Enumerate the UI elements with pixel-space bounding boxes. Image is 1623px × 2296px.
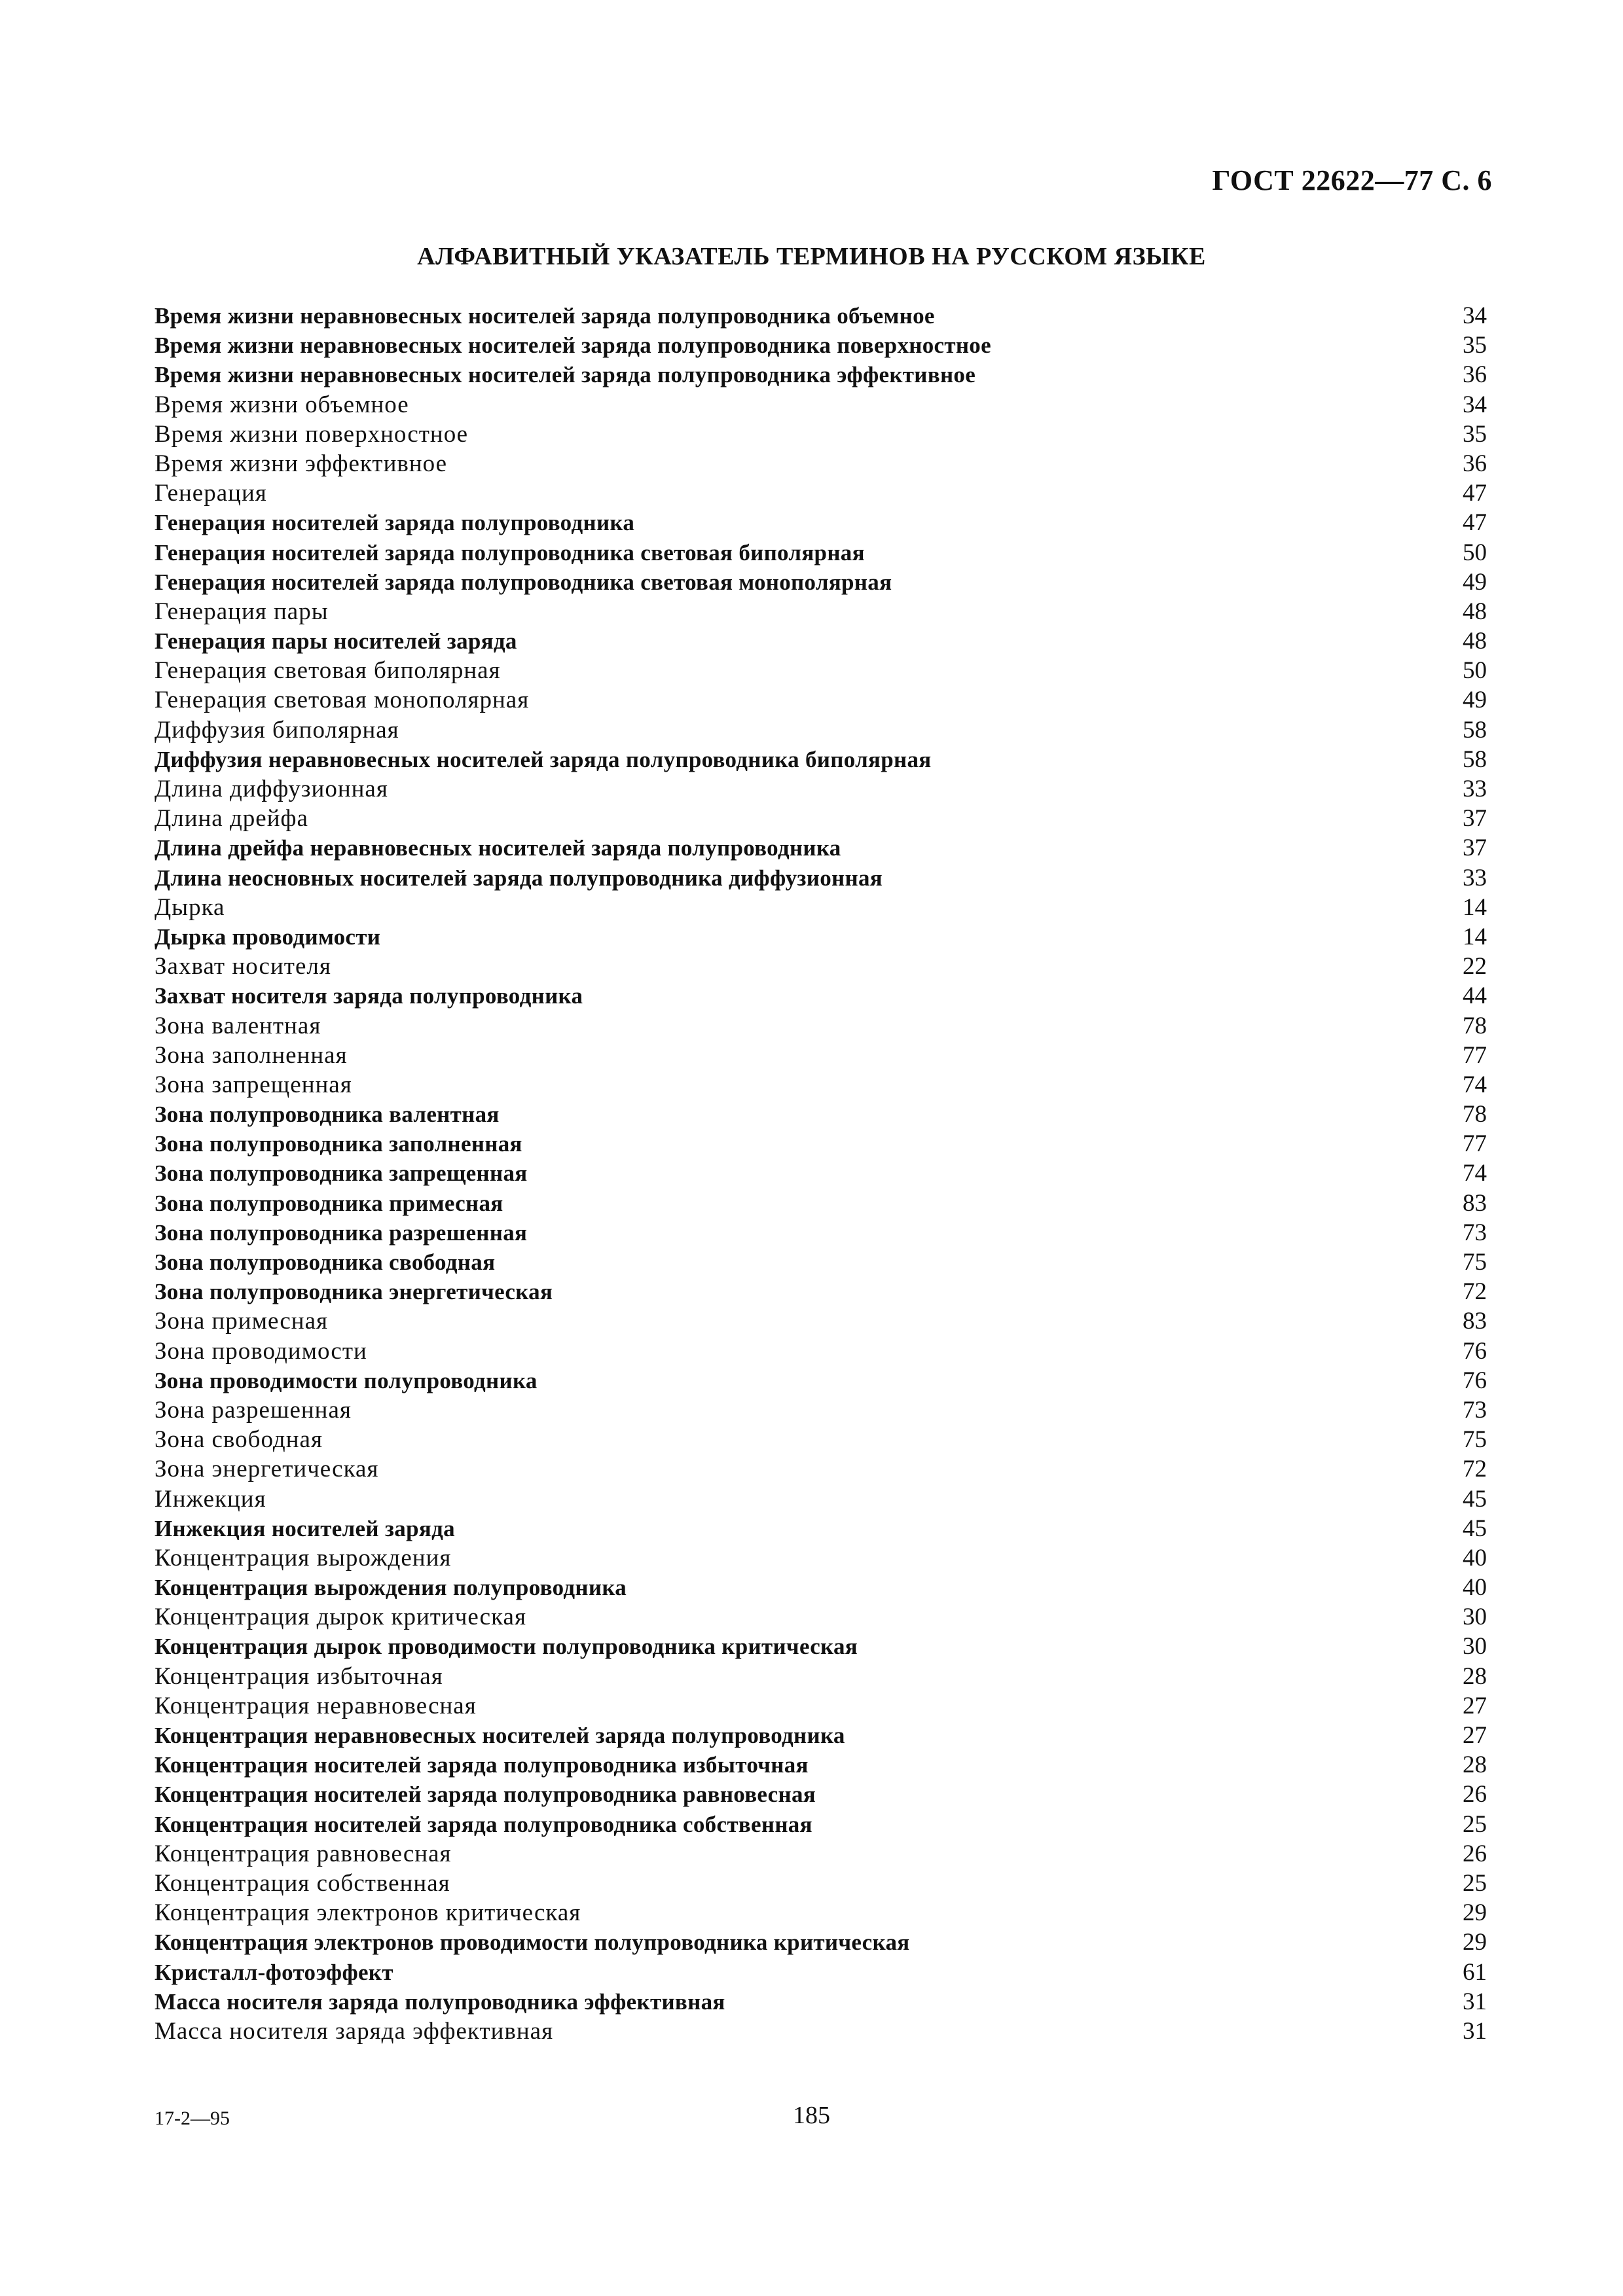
standard-reference: ГОСТ 22622—77 С. 6 [1212, 164, 1492, 196]
index-term: Концентрация электронов проводимости полупроводника критическая [155, 1929, 910, 1956]
index-term-number: 26 [1463, 1840, 1487, 1867]
index-term: Зона полупроводника разрешенная [155, 1219, 528, 1246]
index-entry [155, 1218, 1487, 1247]
index-entry [155, 1100, 1487, 1129]
index-entry [155, 1928, 1487, 1957]
index-term-number: 33 [1463, 776, 1487, 802]
footer-code: 17-2—95 [155, 2108, 230, 2129]
index-term: Концентрация неравновесных носителей заряда полупроводника [155, 1723, 845, 1748]
index-term: Зона полупроводника заполненная [155, 1131, 522, 1157]
index-term-number: 33 [1463, 864, 1487, 891]
index-term-number: 77 [1463, 1041, 1487, 1069]
index-term: Концентрация собственная [155, 1869, 450, 1897]
index-term: Генерация [155, 480, 267, 507]
index-term: Концентрация равновесная [155, 1840, 452, 1867]
index-term-number: 45 [1463, 1515, 1487, 1542]
index-term: Концентрация дырок проводимости полупроводника критическая [155, 1634, 858, 1660]
index-term: Зона полупроводника запрещенная [155, 1160, 528, 1187]
index-entry [155, 1780, 1487, 1809]
index-term: Генерация пары носителей заряда [155, 628, 517, 655]
index-term-number: 47 [1463, 480, 1487, 507]
index-term: Диффузия биполярная [155, 716, 399, 744]
index-term: Генерация носителей заряда полупроводника световая монополярная [155, 569, 892, 595]
index-entry [155, 1484, 1487, 1514]
index-term-number: 58 [1463, 716, 1487, 744]
index-entry [155, 1750, 1487, 1780]
index-entry [155, 1662, 1487, 1691]
index-term-number: 36 [1463, 361, 1487, 389]
index-entry [155, 1395, 1487, 1425]
index-entry [155, 1987, 1487, 2017]
index-entry [155, 1543, 1487, 1573]
index-entry [155, 1454, 1487, 1484]
index-entry [155, 1810, 1487, 1839]
index-term: Захват носителя заряда полупроводника [155, 983, 583, 1009]
page-title: АЛФАВИТНЫЙ УКАЗАТЕЛЬ ТЕРМИНОВ НА РУССКОМ ЯЗЫКЕ [417, 243, 1206, 270]
index-entry [155, 508, 1487, 537]
index-term-number: 31 [1463, 2017, 1487, 2045]
index-term-number: 50 [1463, 657, 1487, 685]
index-term-number: 77 [1463, 1130, 1487, 1158]
index-term: Время жизни эффективное [155, 450, 448, 477]
index-entry [155, 478, 1487, 508]
index-entry [155, 745, 1487, 774]
index-term: Зона проводимости полупроводника [155, 1367, 538, 1393]
index-term: Концентрация вырождения [155, 1544, 452, 1571]
index-term-number: 40 [1463, 1544, 1487, 1571]
index-term: Зона разрешенная [155, 1396, 352, 1424]
index-entry [155, 1189, 1487, 1218]
index-term-number: 26 [1463, 1781, 1487, 1808]
index-term-number: 73 [1463, 1396, 1487, 1424]
index-entry [155, 1366, 1487, 1395]
index-entry [155, 626, 1487, 656]
index-entry [155, 715, 1487, 745]
index-term: Зона полупроводника примесная [155, 1190, 503, 1216]
index-term: Время жизни поверхностное [155, 420, 469, 448]
index-term-number: 58 [1463, 745, 1487, 773]
index-term: Концентрация носителей заряда полупроводника собственная [155, 1811, 812, 1837]
index-term-number: 49 [1463, 568, 1487, 596]
index-entry [155, 1898, 1487, 1928]
index-term: Зона энергетическая [155, 1456, 379, 1483]
index-entry [155, 597, 1487, 626]
index-entry [155, 420, 1487, 449]
index-term: Зона валентная [155, 1012, 321, 1039]
index-term-number: 49 [1463, 687, 1487, 714]
index-term-number: 37 [1463, 805, 1487, 833]
index-term: Концентрация носителей заряда полупроводника равновесная [155, 1782, 816, 1808]
index-entry [155, 1277, 1487, 1306]
index-entry [155, 1958, 1487, 1987]
index-entry [155, 331, 1487, 360]
index-term: Масса носителя заряда эффективная [155, 2017, 554, 2045]
index-entry [155, 1425, 1487, 1454]
index-entry [155, 1041, 1487, 1070]
index-term: Кристалл-фотоэффект [155, 1959, 393, 1985]
index-entry [155, 1070, 1487, 1100]
index-term-number: 78 [1463, 1101, 1487, 1128]
index-entry [155, 922, 1487, 952]
index-entry [155, 360, 1487, 389]
index-term: Генерация пары [155, 598, 329, 625]
index-term-number: 28 [1463, 1662, 1487, 1690]
page-number: 185 [793, 2102, 830, 2129]
index-entry [155, 1247, 1487, 1277]
index-term-number: 45 [1463, 1485, 1487, 1513]
index-term-number: 27 [1463, 1722, 1487, 1749]
index-term-number: 34 [1463, 302, 1487, 329]
index-term: Время жизни неравновесных носителей заряда полупроводника объемное [155, 303, 935, 329]
index-term: Зона проводимости [155, 1337, 367, 1365]
index-term: Генерация световая монополярная [155, 687, 530, 714]
index-entry [155, 656, 1487, 685]
index-entry [155, 774, 1487, 804]
index-term: Диффузия неравновесных носителей заряда полупроводника биполярная [155, 746, 932, 772]
index-term-number: 75 [1463, 1426, 1487, 1454]
index-term-number: 27 [1463, 1692, 1487, 1719]
index-term: Захват носителя [155, 953, 331, 980]
index-entry [155, 1839, 1487, 1869]
index-term: Зона заполненная [155, 1041, 348, 1069]
index-term-number: 73 [1463, 1219, 1487, 1246]
index-term-number: 44 [1463, 982, 1487, 1010]
index-entry [155, 1514, 1487, 1543]
index-term-number: 36 [1463, 450, 1487, 477]
index-term: Зона полупроводника валентная [155, 1102, 500, 1128]
index-term-number: 29 [1463, 1899, 1487, 1927]
index-term: Концентрация избыточная [155, 1662, 443, 1690]
index-entry [155, 567, 1487, 597]
index-entry [155, 1869, 1487, 1898]
index-term: Зона запрещенная [155, 1071, 352, 1098]
index-entry [155, 1129, 1487, 1158]
index-entry [155, 1721, 1487, 1750]
index-term-number: 76 [1463, 1337, 1487, 1365]
index-entry [155, 1632, 1487, 1661]
index-term: Длина дрейфа неравновесных носителей заряда полупроводника [155, 835, 841, 861]
index-entry [155, 685, 1487, 715]
index-term: Дырка [155, 893, 225, 921]
index-entry [155, 981, 1487, 1011]
index-term: Концентрация неравновесная [155, 1692, 477, 1719]
index-term-number: 76 [1463, 1367, 1487, 1394]
index-entry [155, 1158, 1487, 1188]
index-entry [155, 538, 1487, 567]
index-term: Дырка проводимости [155, 924, 381, 950]
index-entry [155, 301, 1487, 331]
index-entry [155, 449, 1487, 478]
index-term-number: 83 [1463, 1189, 1487, 1217]
index-entry [155, 833, 1487, 863]
index-entry [155, 952, 1487, 981]
index-term-number: 83 [1463, 1308, 1487, 1335]
index-term: Генерация носителей заряда полупроводника световая биполярная [155, 539, 865, 565]
index-term: Концентрация вырождения полупроводника [155, 1575, 627, 1601]
index-term-number: 48 [1463, 598, 1487, 625]
index-term-number: 61 [1463, 1958, 1487, 1986]
index-entry [155, 1602, 1487, 1632]
index-term: Концентрация дырок критическая [155, 1604, 526, 1631]
index-entry [155, 1691, 1487, 1721]
index-term-number: 74 [1463, 1160, 1487, 1187]
index-term-number: 78 [1463, 1012, 1487, 1039]
index-entry [155, 390, 1487, 420]
index-term-number: 40 [1463, 1574, 1487, 1602]
index-term-number: 37 [1463, 834, 1487, 862]
index-term: Генерация носителей заряда полупроводника [155, 510, 635, 536]
index-term: Зона свободная [155, 1426, 323, 1454]
index-term-number: 72 [1463, 1456, 1487, 1483]
index-entry [155, 804, 1487, 833]
index-term-number: 30 [1463, 1604, 1487, 1631]
index-term: Концентрация электронов критическая [155, 1899, 581, 1927]
index-term-number: 75 [1463, 1249, 1487, 1276]
index-term: Время жизни неравновесных носителей заряда полупроводника эффективное [155, 362, 976, 388]
index-term-number: 48 [1463, 628, 1487, 655]
index-term: Генерация световая биполярная [155, 657, 501, 685]
index-entry [155, 1573, 1487, 1602]
index-term: Масса носителя заряда полупроводника эффективная [155, 1988, 725, 2015]
index-entry [155, 893, 1487, 922]
index-term-number: 25 [1463, 1810, 1487, 1838]
index-term-number: 31 [1463, 1988, 1487, 2015]
index-term-number: 35 [1463, 420, 1487, 448]
index-term: Инжекция носителей заряда [155, 1515, 455, 1541]
index-term-number: 14 [1463, 893, 1487, 921]
index-term: Зона примесная [155, 1308, 329, 1335]
index-entry [155, 1011, 1487, 1041]
index-term: Время жизни объемное [155, 391, 409, 418]
index-term: Длина диффузионная [155, 776, 388, 802]
index-term: Зона полупроводника свободная [155, 1249, 496, 1275]
index-entry [155, 1306, 1487, 1336]
index-term-number: 22 [1463, 953, 1487, 980]
index-term: Инжекция [155, 1485, 266, 1513]
index-term: Время жизни неравновесных носителей заряда полупроводника поверхностное [155, 332, 991, 359]
index-term: Концентрация носителей заряда полупроводника избыточная [155, 1752, 809, 1778]
index-term-number: 74 [1463, 1071, 1487, 1098]
index-entry [155, 1336, 1487, 1366]
index-term-number: 50 [1463, 539, 1487, 566]
index-term-number: 30 [1463, 1633, 1487, 1660]
index-term-number: 47 [1463, 509, 1487, 537]
index-term-number: 25 [1463, 1869, 1487, 1897]
term-index-list [155, 301, 1487, 2046]
index-term: Зона полупроводника энергетическая [155, 1279, 553, 1305]
index-entry [155, 863, 1487, 893]
index-term: Длина неосновных носителей заряда полупроводника диффузионная [155, 865, 883, 891]
index-term-number: 72 [1463, 1278, 1487, 1306]
index-term-number: 28 [1463, 1751, 1487, 1779]
index-term: Длина дрейфа [155, 805, 308, 833]
index-entry [155, 2017, 1487, 2046]
index-term-number: 14 [1463, 923, 1487, 950]
index-term-number: 29 [1463, 1929, 1487, 1956]
index-term-number: 35 [1463, 332, 1487, 359]
index-term-number: 34 [1463, 391, 1487, 418]
